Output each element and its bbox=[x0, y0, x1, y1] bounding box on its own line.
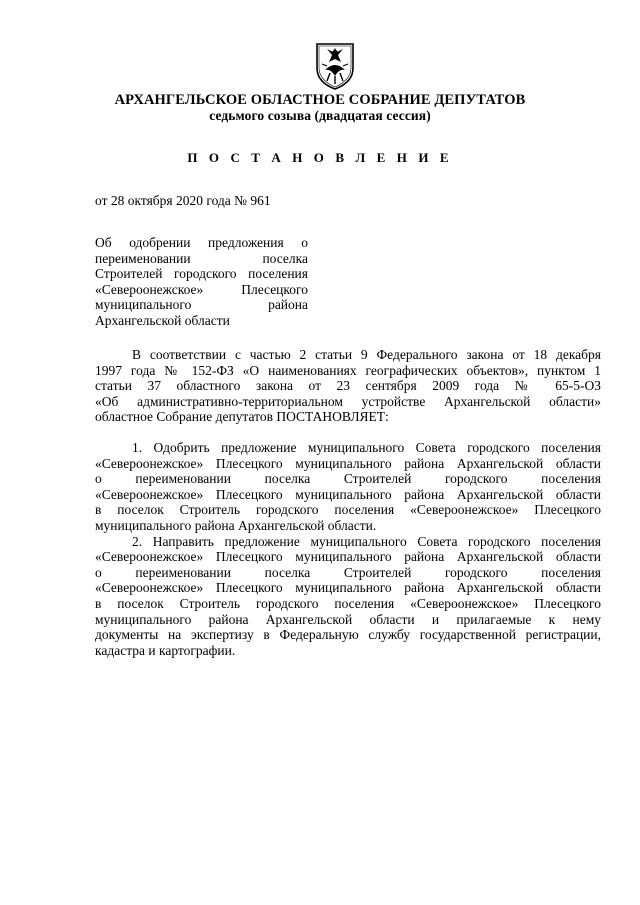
subject-line: Архангельской области bbox=[95, 312, 230, 328]
text-line: «Североонежское» Плесецкого муниципального района Архангельской области bbox=[95, 580, 601, 596]
text-line: 1. Одобрить предложение муниципального Совета городского поселения bbox=[132, 439, 601, 455]
subject-line: переименовании поселка bbox=[95, 250, 308, 266]
organization-name: АРХАНГЕЛЬСКОЕ ОБЛАСТНОЕ СОБРАНИЕ ДЕПУТАТОВ bbox=[114, 92, 526, 108]
date-line: от 28 октября 2020 года № 961 bbox=[95, 193, 271, 208]
text-line: кадастра и картографии. bbox=[95, 642, 236, 658]
subject-line: муниципального района bbox=[95, 297, 308, 313]
text-line: областное Собрание депутатов ПОСТАНОВЛЯЕТ: bbox=[95, 409, 389, 425]
text-line: в поселок Строитель городского поселения «Североонежское» Плесецкого bbox=[95, 502, 601, 518]
document-body bbox=[95, 347, 601, 658]
coat-of-arms-icon bbox=[313, 40, 357, 90]
text-line: муниципального района Архангельской области и прилагаемые к нему bbox=[95, 611, 601, 627]
subject-block bbox=[95, 235, 308, 329]
convocation: седьмого созыва (двадцатая сессия) bbox=[209, 108, 431, 123]
item-2-paragraph bbox=[95, 534, 601, 659]
text-line: документы на экспертизу в Федеральную службу государственной регистрации, bbox=[95, 627, 601, 643]
preamble-paragraph bbox=[95, 347, 601, 425]
text-line: о переименовании поселка Строителей городского поселения bbox=[95, 471, 601, 487]
subject-line: Об одобрении предложения о bbox=[95, 235, 308, 250]
item-1-paragraph bbox=[95, 440, 601, 534]
text-line: 1997 года № 152-ФЗ «О наименованиях географических объектов», пунктом 1 bbox=[95, 362, 601, 378]
text-line: В соответствии с частью 2 статьи 9 Федерального закона от 18 декабря bbox=[132, 347, 601, 362]
text-line: «Североонежское» Плесецкого муниципального района Архангельской области bbox=[95, 455, 601, 471]
text-line: о переименовании поселка Строителей городского поселения bbox=[95, 564, 601, 580]
text-line: статьи 37 областного закона от 23 сентября 2009 года № 65-5-ОЗ bbox=[95, 378, 601, 394]
text-line: муниципального района Архангельской области. bbox=[95, 517, 377, 533]
text-line: в поселок Строитель городского поселения «Североонежское» Плесецкого bbox=[95, 595, 601, 611]
document-title: П О С Т А Н О В Л Е Н И Е bbox=[187, 150, 453, 165]
text-line: «Североонежское» Плесецкого муниципального района Архангельской области bbox=[95, 486, 601, 502]
subject-line: «Североонежское» Плесецкого bbox=[95, 281, 308, 297]
text-line: «Североонежское» Плесецкого муниципального района Архангельской области bbox=[95, 549, 601, 565]
subject-line: Строителей городского поселения bbox=[95, 266, 308, 282]
text-line: 2. Направить предложение муниципального Совета городского поселения bbox=[132, 533, 601, 549]
text-line: «Об административно-территориальном устройстве Архангельской области» bbox=[95, 393, 601, 409]
